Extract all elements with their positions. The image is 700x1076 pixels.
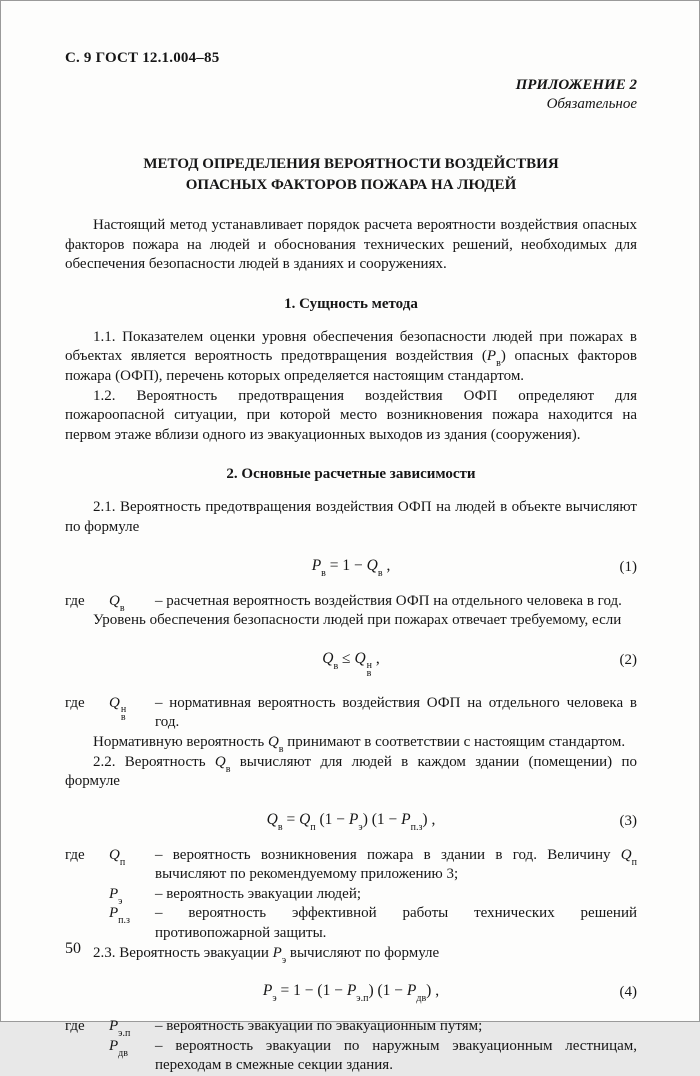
appendix-note: Обязательное bbox=[546, 96, 637, 112]
page-content bbox=[65, 50, 637, 1076]
definition-symbol: $Q_в$ bbox=[109, 592, 125, 614]
section-2-heading: 2. Основные расчетные зависимости bbox=[226, 466, 476, 483]
definition-symbol: $P_{э.п}$ bbox=[109, 1018, 131, 1040]
appendix-block bbox=[65, 76, 637, 114]
formula-2 bbox=[65, 648, 637, 679]
definition-text: – расчетная вероятность воздействия ОФП на отдельного человека в год. bbox=[155, 592, 622, 609]
paragraph-1-1: 1.1. Показателем оценки уровня обеспечения безопасности людей при пожарах в объектах является вероятность предотвращения воздействия $(Р_в)$ опасных факторов пожара (ОФП), перечень которых определяется настоящим стандартом. bbox=[65, 328, 637, 384]
appendix-title: ПРИЛОЖЕНИЕ 2 bbox=[515, 77, 637, 93]
formula-3-expression: $Q_в = Q_п$ $(1 - P_э)$ $(1 - P_{п.з})$ , bbox=[266, 810, 436, 833]
definition-symbol: Q н в bbox=[109, 694, 127, 724]
definition-pep bbox=[65, 1017, 637, 1040]
paragraph-level: Уровень обеспечения безопасности людей при пожарах отвечает требуемому, если bbox=[93, 612, 622, 629]
document-title-line1: МЕТОД ОПРЕДЕЛЕНИЯ ВЕРОЯТНОСТИ ВОЗДЕЙСТВИЯ bbox=[143, 156, 559, 172]
paragraph-2-2: 2.2. Вероятность $Q_в$ вычисляют для людей в каждом здании (помещении) по формуле bbox=[65, 753, 637, 790]
formula-4-expression: $P_э = 1 - (1 - P_{э.п}) (1 - P_{дв})$ , bbox=[262, 982, 440, 1005]
definition-pe bbox=[65, 885, 637, 905]
definition-ppz bbox=[65, 904, 637, 943]
definition-text: – вероятность возникновения пожара в здании в год. Величину $Q_п$ вычисляют по рекомендуемому приложению 3; bbox=[155, 846, 637, 883]
formula-1-expression: $P_в = 1 - Q_в$ , bbox=[311, 556, 391, 579]
definition-lead bbox=[65, 1037, 109, 1076]
definition-text: – вероятность эффективной работы технических решений противопожарной защиты. bbox=[155, 905, 637, 942]
formula-4 bbox=[65, 980, 637, 1005]
formula-4-number: (4) bbox=[619, 984, 637, 1001]
paragraph-2-3: 2.3. Вероятность эвакуации $P_э$ вычисляют по формуле bbox=[93, 944, 440, 966]
formula-2-number: (2) bbox=[619, 651, 637, 668]
page-header: С. 9 ГОСТ 12.1.004–85 bbox=[65, 50, 220, 66]
definition-qv bbox=[65, 592, 637, 612]
intro-paragraph: Настоящий метод устанавливает порядок расчета вероятности воздействия опасных факторов пожара на людей и обоснования технических решений, необходимых для обеспечения безопасности людей в зданиях и сооружениях. bbox=[65, 217, 637, 273]
paragraph-1-2: 1.2. Вероятность предотвращения воздействия ОФП определяют для пожароопасной ситуации, при которой место возникновения пожара находится на первом этаже вблизи одного из эвакуационных выходов из здания (сооружения). bbox=[65, 387, 637, 443]
page-number: 50 bbox=[65, 940, 81, 957]
definition-text: – вероятность эвакуации по эвакуационным путям; bbox=[155, 1018, 483, 1035]
document-title-line2: ОПАСНЫХ ФАКТОРОВ ПОЖАРА НА ЛЮДЕЙ bbox=[185, 177, 517, 193]
definition-symbol: $Q_п$ bbox=[109, 846, 126, 868]
paragraph-normative: Нормативную вероятность $Q_в$ принимают в соответствии с настоящим стандартом. bbox=[93, 733, 626, 755]
formula-1 bbox=[65, 555, 637, 577]
formula-3-number: (3) bbox=[619, 812, 637, 829]
definition-qp bbox=[65, 846, 637, 885]
definition-text: – вероятность эвакуации людей; bbox=[155, 885, 362, 902]
formula-1-number: (1) bbox=[619, 558, 637, 575]
definition-lead: где bbox=[65, 1018, 85, 1035]
formula-3 bbox=[65, 809, 637, 831]
paragraph-2-1: 2.1. Вероятность предотвращения воздействия ОФП на людей в объекте вычисляют по формуле bbox=[65, 499, 637, 535]
definition-text: – нормативная вероятность воздействия ОФП на отдельного человека в год. bbox=[155, 694, 637, 731]
definition-lead bbox=[65, 885, 109, 905]
definition-symbol: $P_{дв}$ bbox=[109, 1037, 128, 1059]
document-title bbox=[65, 154, 637, 196]
definition-lead: где bbox=[65, 592, 85, 609]
definition-pdv bbox=[65, 1037, 637, 1076]
definition-lead: где bbox=[65, 846, 85, 863]
definition-symbol: $P_э$ bbox=[109, 885, 123, 907]
formula-2-expression: $Q_в \le Q$ н в , bbox=[322, 649, 380, 680]
definition-qvn bbox=[65, 694, 637, 733]
definition-symbol: $P_{п.з}$ bbox=[109, 905, 130, 927]
definition-text: – вероятность эвакуации по наружным эвакуационным лестницам, переходам в смежные секции здания. bbox=[155, 1037, 637, 1074]
definition-lead: где bbox=[65, 694, 85, 711]
section-1-heading: 1. Сущность метода bbox=[284, 295, 418, 312]
definition-lead bbox=[65, 904, 109, 943]
